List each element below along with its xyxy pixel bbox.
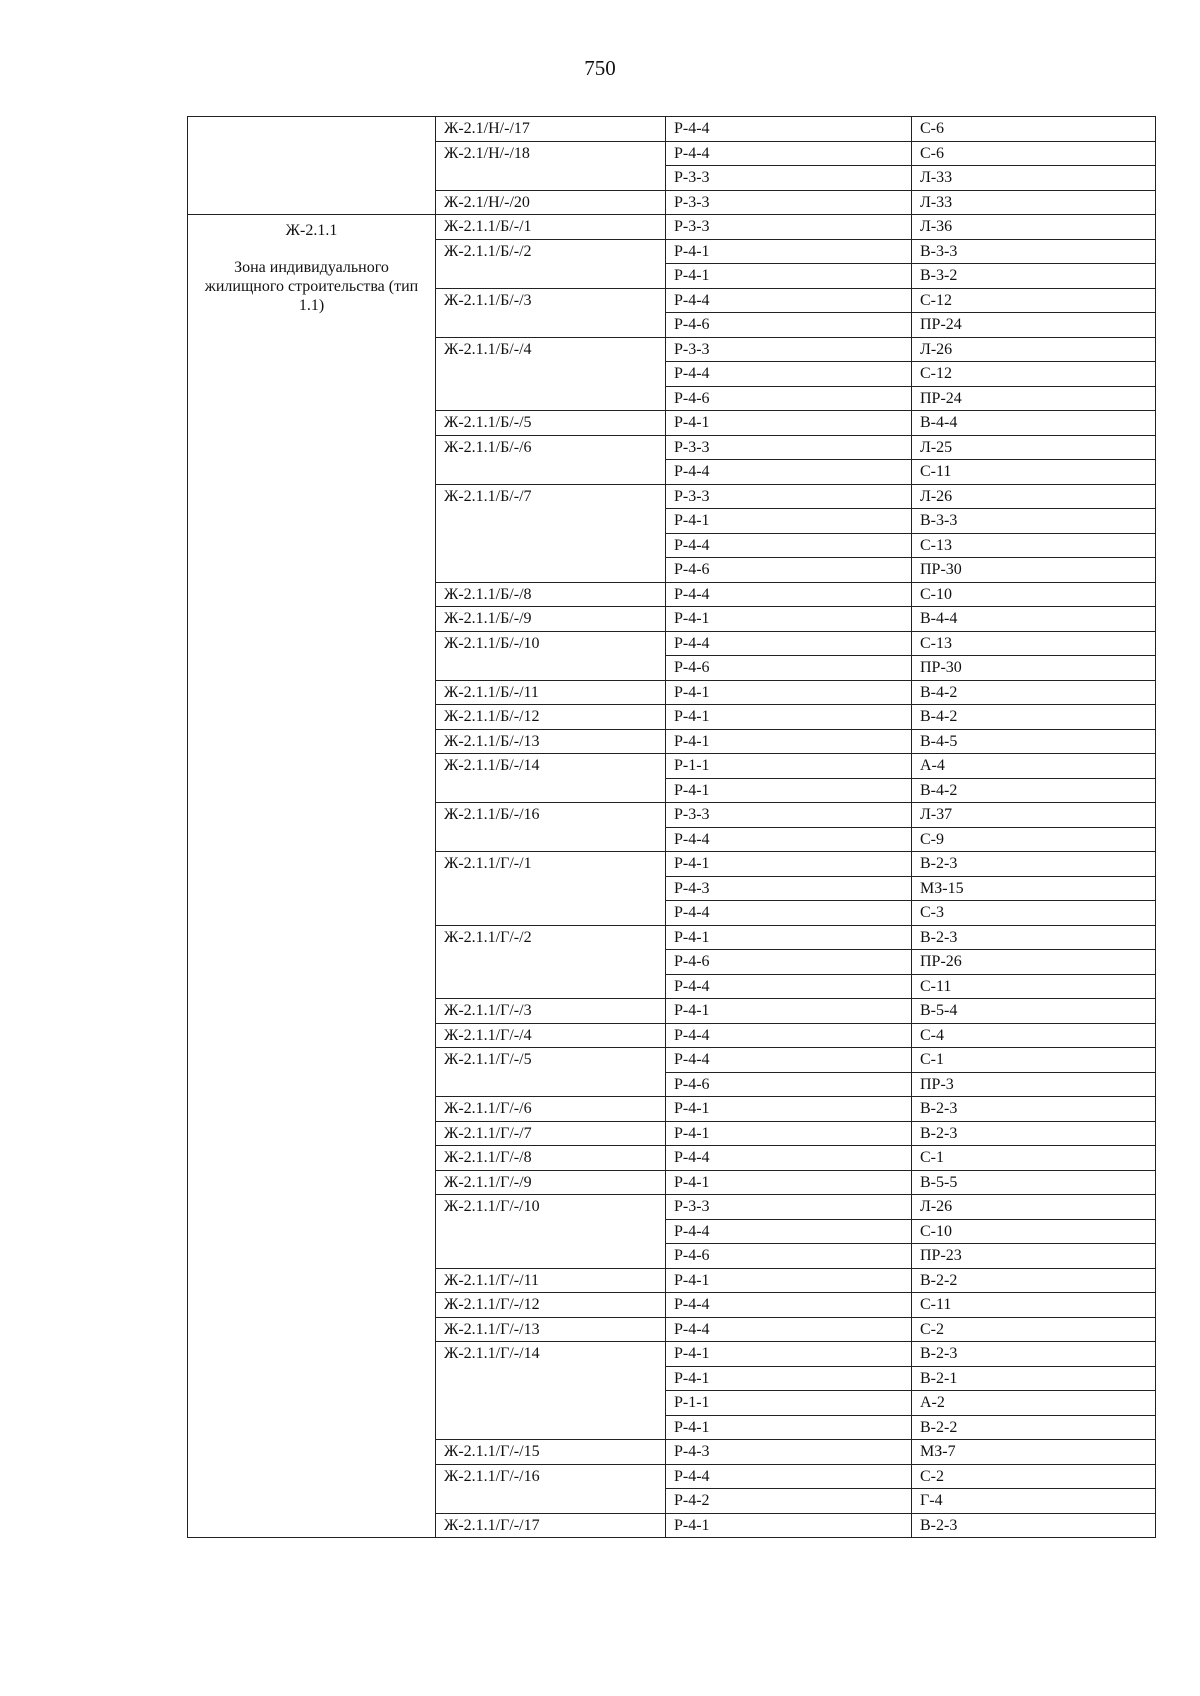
subzone-code-cell: Ж-2.1/Н/-/20 xyxy=(436,190,666,215)
subzone-code-cell: Ж-2.1.1/Г/-/10 xyxy=(436,1195,666,1269)
regulation-code-cell: Р-3-3 xyxy=(666,484,912,509)
subzone-code-cell: Ж-2.1.1/Б/-/16 xyxy=(436,803,666,852)
parameter-code-cell: МЗ-7 xyxy=(912,1440,1156,1465)
regulation-code-cell: Р-4-1 xyxy=(666,239,912,264)
zone-description: Зона индивидуального жилищного строительства (тип 1.1) xyxy=(204,259,419,314)
parameter-code-cell: В-2-2 xyxy=(912,1415,1156,1440)
regulation-code-cell: Р-3-3 xyxy=(666,166,912,191)
parameter-code-cell: В-3-2 xyxy=(912,264,1156,289)
regulation-code-cell: Р-4-4 xyxy=(666,582,912,607)
parameter-code-cell: Л-26 xyxy=(912,337,1156,362)
parameter-code-cell: С-6 xyxy=(912,141,1156,166)
regulation-code-cell: Р-4-6 xyxy=(666,386,912,411)
regulation-code-cell: Р-4-6 xyxy=(666,558,912,583)
regulation-code-cell: Р-4-1 xyxy=(666,1097,912,1122)
parameter-code-cell: Л-33 xyxy=(912,190,1156,215)
parameter-code-cell: МЗ-15 xyxy=(912,876,1156,901)
regulation-code-cell: Р-4-6 xyxy=(666,1244,912,1269)
regulation-code-cell: Р-3-3 xyxy=(666,215,912,240)
regulation-code-cell: Р-4-4 xyxy=(666,1219,912,1244)
regulation-code-cell: Р-1-1 xyxy=(666,1391,912,1416)
parameter-code-cell: ПР-30 xyxy=(912,656,1156,681)
regulation-code-cell: Р-4-3 xyxy=(666,876,912,901)
subzone-code-cell: Ж-2.1.1/Г/-/8 xyxy=(436,1146,666,1171)
regulation-code-cell: Р-3-3 xyxy=(666,803,912,828)
subzone-code-cell: Ж-2.1.1/Б/-/12 xyxy=(436,705,666,730)
parameter-code-cell: В-2-1 xyxy=(912,1366,1156,1391)
regulation-code-cell: Р-4-1 xyxy=(666,264,912,289)
regulation-code-cell: Р-4-3 xyxy=(666,1440,912,1465)
regulation-code-cell: Р-4-4 xyxy=(666,1464,912,1489)
regulation-code-cell: Р-4-1 xyxy=(666,999,912,1024)
parameter-code-cell: В-3-3 xyxy=(912,509,1156,534)
subzone-code-cell: Ж-2.1.1/Б/-/8 xyxy=(436,582,666,607)
regulation-code-cell: Р-4-1 xyxy=(666,705,912,730)
subzone-code-cell: Ж-2.1.1/Б/-/4 xyxy=(436,337,666,411)
parameter-code-cell: В-5-4 xyxy=(912,999,1156,1024)
parameter-code-cell: Л-25 xyxy=(912,435,1156,460)
parameter-code-cell: В-2-3 xyxy=(912,852,1156,877)
subzone-code-cell: Ж-2.1.1/Б/-/11 xyxy=(436,680,666,705)
parameter-code-cell: С-12 xyxy=(912,362,1156,387)
regulation-code-cell: Р-3-3 xyxy=(666,1195,912,1220)
parameter-code-cell: С-11 xyxy=(912,460,1156,485)
regulation-code-cell: Р-4-4 xyxy=(666,1146,912,1171)
regulation-code-cell: Р-3-3 xyxy=(666,435,912,460)
regulation-code-cell: Р-4-1 xyxy=(666,1121,912,1146)
zone-table-body xyxy=(188,117,1156,1538)
parameter-code-cell: В-4-4 xyxy=(912,411,1156,436)
subzone-code-cell: Ж-2.1.1/Г/-/1 xyxy=(436,852,666,926)
parameter-code-cell: А-4 xyxy=(912,754,1156,779)
regulation-code-cell: Р-4-1 xyxy=(666,1415,912,1440)
parameter-code-cell: Л-26 xyxy=(912,1195,1156,1220)
parameter-code-cell: Л-36 xyxy=(912,215,1156,240)
regulation-code-cell: Р-4-2 xyxy=(666,1489,912,1514)
regulation-code-cell: Р-4-1 xyxy=(666,607,912,632)
regulation-code-cell: Р-4-1 xyxy=(666,1513,912,1538)
regulation-code-cell: Р-4-6 xyxy=(666,656,912,681)
parameter-code-cell: В-2-3 xyxy=(912,1121,1156,1146)
parameter-code-cell: ПР-23 xyxy=(912,1244,1156,1269)
parameter-code-cell: С-9 xyxy=(912,827,1156,852)
parameter-code-cell: В-2-3 xyxy=(912,925,1156,950)
subzone-code-cell: Ж-2.1.1/Б/-/2 xyxy=(436,239,666,288)
subzone-code-cell: Ж-2.1.1/Г/-/5 xyxy=(436,1048,666,1097)
regulation-code-cell: Р-4-1 xyxy=(666,680,912,705)
regulation-code-cell: Р-4-6 xyxy=(666,950,912,975)
subzone-code-cell: Ж-2.1.1/Б/-/13 xyxy=(436,729,666,754)
regulation-code-cell: Р-4-4 xyxy=(666,141,912,166)
subzone-code-cell: Ж-2.1.1/Б/-/10 xyxy=(436,631,666,680)
subzone-code-cell: Ж-2.1.1/Г/-/12 xyxy=(436,1293,666,1318)
subzone-code-cell: Ж-2.1.1/Б/-/7 xyxy=(436,484,666,582)
regulation-code-cell: Р-4-1 xyxy=(666,1170,912,1195)
subzone-code-cell: Ж-2.1.1/Г/-/15 xyxy=(436,1440,666,1465)
subzone-code-cell: Ж-2.1/Н/-/18 xyxy=(436,141,666,190)
zone-cell xyxy=(188,117,436,215)
parameter-code-cell: С-3 xyxy=(912,901,1156,926)
regulation-code-cell: Р-4-4 xyxy=(666,827,912,852)
parameter-code-cell: С-2 xyxy=(912,1464,1156,1489)
parameter-code-cell: С-4 xyxy=(912,1023,1156,1048)
parameter-code-cell: В-4-2 xyxy=(912,778,1156,803)
regulation-code-cell: Р-4-4 xyxy=(666,1293,912,1318)
regulation-code-cell: Р-1-1 xyxy=(666,754,912,779)
parameter-code-cell: Л-26 xyxy=(912,484,1156,509)
regulation-code-cell: Р-4-1 xyxy=(666,509,912,534)
zone-cell xyxy=(188,215,436,1538)
parameter-code-cell: В-2-2 xyxy=(912,1268,1156,1293)
subzone-code-cell: Ж-2.1.1/Б/-/14 xyxy=(436,754,666,803)
parameter-code-cell: В-4-5 xyxy=(912,729,1156,754)
parameter-code-cell: С-12 xyxy=(912,288,1156,313)
regulation-code-cell: Р-3-3 xyxy=(666,190,912,215)
subzone-code-cell: Ж-2.1.1/Б/-/6 xyxy=(436,435,666,484)
regulation-code-cell: Р-4-4 xyxy=(666,533,912,558)
parameter-code-cell: В-2-3 xyxy=(912,1513,1156,1538)
subzone-code-cell: Ж-2.1.1/Б/-/3 xyxy=(436,288,666,337)
subzone-code-cell: Ж-2.1.1/Г/-/14 xyxy=(436,1342,666,1440)
parameter-code-cell: С-6 xyxy=(912,117,1156,142)
parameter-code-cell: С-13 xyxy=(912,533,1156,558)
subzone-code-cell: Ж-2.1.1/Г/-/3 xyxy=(436,999,666,1024)
subzone-code-cell: Ж-2.1.1/Б/-/1 xyxy=(436,215,666,240)
parameter-code-cell: В-2-3 xyxy=(912,1097,1156,1122)
subzone-code-cell: Ж-2.1.1/Б/-/5 xyxy=(436,411,666,436)
parameter-code-cell: В-3-3 xyxy=(912,239,1156,264)
parameter-code-cell: В-4-4 xyxy=(912,607,1156,632)
regulation-code-cell: Р-4-4 xyxy=(666,1048,912,1073)
subzone-code-cell: Ж-2.1.1/Г/-/17 xyxy=(436,1513,666,1538)
parameter-code-cell: А-2 xyxy=(912,1391,1156,1416)
regulation-code-cell: Р-4-4 xyxy=(666,631,912,656)
regulation-code-cell: Р-4-4 xyxy=(666,288,912,313)
regulation-code-cell: Р-4-1 xyxy=(666,411,912,436)
subzone-code-cell: Ж-2.1.1/Г/-/13 xyxy=(436,1317,666,1342)
parameter-code-cell: С-13 xyxy=(912,631,1156,656)
zone-table xyxy=(187,116,1156,1538)
subzone-code-cell: Ж-2.1.1/Г/-/16 xyxy=(436,1464,666,1513)
parameter-code-cell: ПР-30 xyxy=(912,558,1156,583)
parameter-code-cell: С-11 xyxy=(912,1293,1156,1318)
parameter-code-cell: С-10 xyxy=(912,582,1156,607)
regulation-code-cell: Р-4-1 xyxy=(666,1342,912,1367)
parameter-code-cell: Г-4 xyxy=(912,1489,1156,1514)
parameter-code-cell: ПР-3 xyxy=(912,1072,1156,1097)
regulation-code-cell: Р-4-1 xyxy=(666,729,912,754)
subzone-code-cell: Ж-2.1.1/Г/-/9 xyxy=(436,1170,666,1195)
subzone-code-cell: Ж-2.1/Н/-/17 xyxy=(436,117,666,142)
subzone-code-cell: Ж-2.1.1/Г/-/7 xyxy=(436,1121,666,1146)
parameter-code-cell: С-11 xyxy=(912,974,1156,999)
regulation-code-cell: Р-4-6 xyxy=(666,313,912,338)
subzone-code-cell: Ж-2.1.1/Г/-/6 xyxy=(436,1097,666,1122)
parameter-code-cell: С-1 xyxy=(912,1146,1156,1171)
regulation-code-cell: Р-4-1 xyxy=(666,778,912,803)
parameter-code-cell: ПР-26 xyxy=(912,950,1156,975)
parameter-code-cell: ПР-24 xyxy=(912,386,1156,411)
table-row xyxy=(188,215,1156,240)
parameter-code-cell: Л-37 xyxy=(912,803,1156,828)
parameter-code-cell: ПР-24 xyxy=(912,313,1156,338)
regulation-code-cell: Р-4-6 xyxy=(666,1072,912,1097)
parameter-code-cell: С-10 xyxy=(912,1219,1156,1244)
zone-code: Ж-2.1.1 xyxy=(285,222,338,239)
parameter-code-cell: С-2 xyxy=(912,1317,1156,1342)
regulation-code-cell: Р-4-4 xyxy=(666,1317,912,1342)
regulation-code-cell: Р-4-4 xyxy=(666,117,912,142)
regulation-code-cell: Р-4-4 xyxy=(666,1023,912,1048)
regulation-code-cell: Р-3-3 xyxy=(666,337,912,362)
regulation-code-cell: Р-4-4 xyxy=(666,974,912,999)
regulation-code-cell: Р-4-4 xyxy=(666,362,912,387)
parameter-code-cell: В-4-2 xyxy=(912,705,1156,730)
regulation-code-cell: Р-4-1 xyxy=(666,1268,912,1293)
regulation-code-cell: Р-4-4 xyxy=(666,901,912,926)
regulation-code-cell: Р-4-1 xyxy=(666,852,912,877)
regulation-code-cell: Р-4-1 xyxy=(666,925,912,950)
table-row xyxy=(188,117,1156,142)
parameter-code-cell: С-1 xyxy=(912,1048,1156,1073)
subzone-code-cell: Ж-2.1.1/Г/-/4 xyxy=(436,1023,666,1048)
subzone-code-cell: Ж-2.1.1/Б/-/9 xyxy=(436,607,666,632)
page-number: 750 xyxy=(584,56,616,80)
subzone-code-cell: Ж-2.1.1/Г/-/11 xyxy=(436,1268,666,1293)
parameter-code-cell: В-4-2 xyxy=(912,680,1156,705)
regulation-code-cell: Р-4-1 xyxy=(666,1366,912,1391)
parameter-code-cell: В-2-3 xyxy=(912,1342,1156,1367)
regulation-code-cell: Р-4-4 xyxy=(666,460,912,485)
parameter-code-cell: Л-33 xyxy=(912,166,1156,191)
subzone-code-cell: Ж-2.1.1/Г/-/2 xyxy=(436,925,666,999)
parameter-code-cell: В-5-5 xyxy=(912,1170,1156,1195)
